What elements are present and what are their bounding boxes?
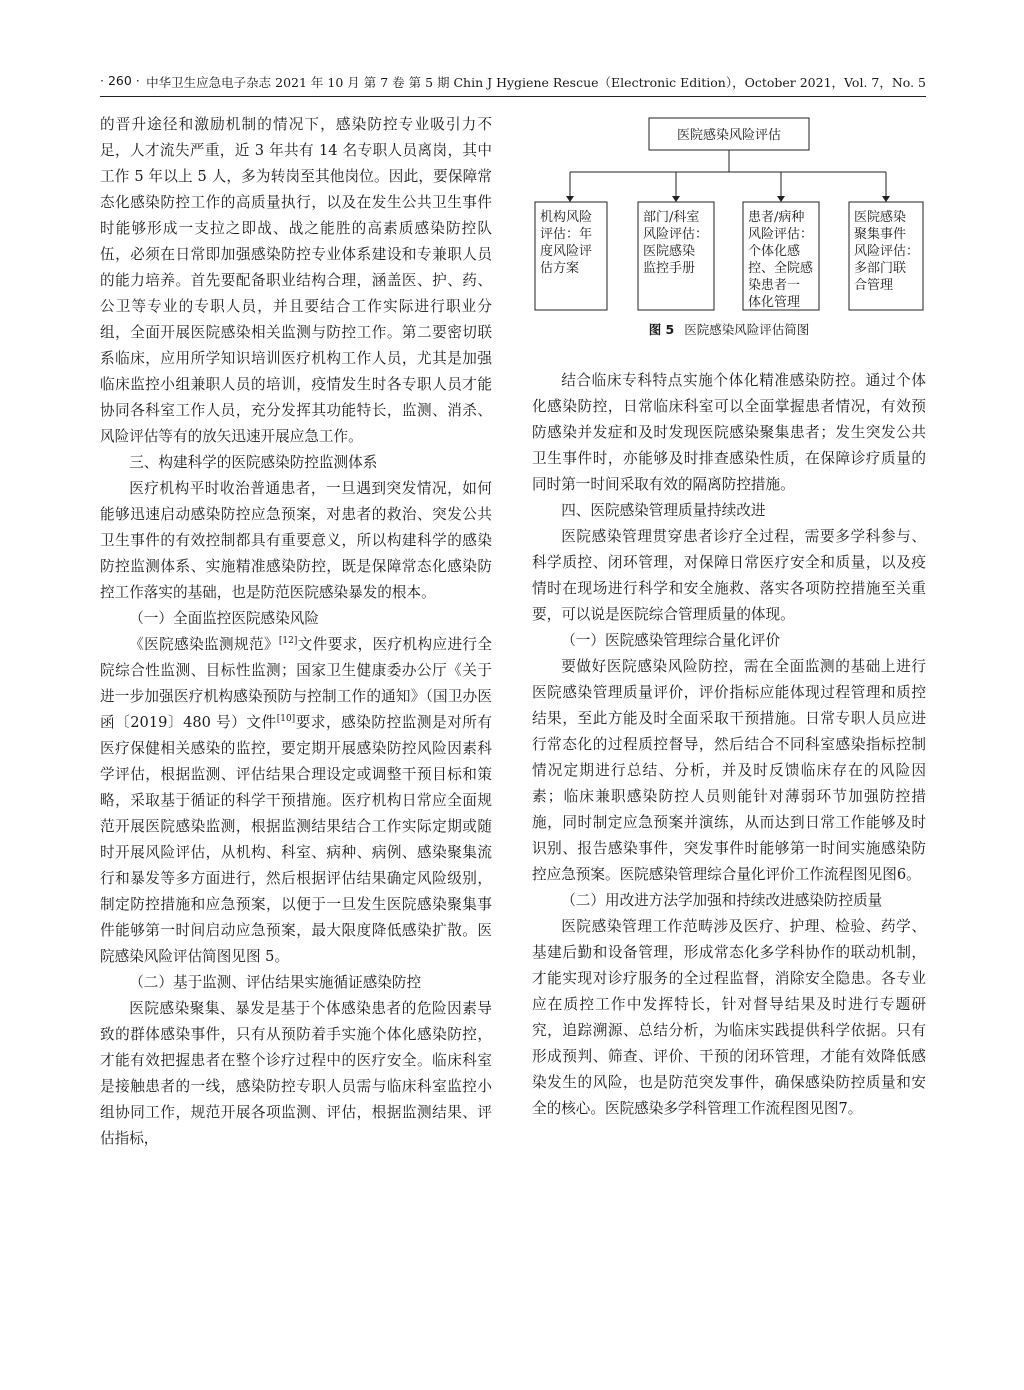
citation: [10] xyxy=(276,714,296,725)
flow-box-1-line: 评估：年 xyxy=(540,227,593,242)
figure-caption xyxy=(532,320,926,338)
flow-box-4-line: 风险评估： xyxy=(854,244,920,259)
caption-label: 图 5 xyxy=(648,322,675,337)
paragraph: 要做好医院感染风险防控，需在全面监测的基础上进行医院感染管理质量评价，评价指标应能体现过程管理和质控结果，至此方能及时全面采取干预措施。日常专职人员应进行常态化的过程质控督导，然后结合不同科室感染指标控制情况定期进行总结、分析，并及时反馈临床存在的风险因素；临床兼职感染防控人员则能针对薄弱环节加强防控措施，同时制定应急预案并演练，从而达到日常工作能够及时识别、报告感染事件，突发事件时能够第一时间实施感染防控应急预案。医院感染管理综合量化评价工作流程图见图6。 xyxy=(532,658,926,883)
journal-info: 中华卫生应急电子杂志 2021 年 10 月 第 7 卷 第 5 期 Chin J Hygiene Rescue（Electronic Edition），October 2021，Vol. 7，No. 5 xyxy=(146,75,926,90)
section-heading: 四、医院感染管理质量持续改进 xyxy=(561,502,766,519)
flow-box-3-line: 体化管理 xyxy=(748,295,801,310)
paragraph: 医院感染聚集、暴发是基于个体感染患者的危险因素导致的群体感染事件，只有从预防着手实施个体化感染防控，才能有效把握患者在整个诊疗过程中的医疗安全。临床科室是接触患者的一线，感染防控专职人员需与临床科室监控小组协同工作，规范开展各项监测、评估，根据监测结果、评估指标， xyxy=(100,1000,492,1147)
paragraph: 医疗机构平时收治普通患者，一旦遇到突发情况，如何能够迅速启动感染防控应急预案，对患者的救治、突发公共卫生事件的有效控制都具有重要意义，所以构建科学的感染防控监测体系、实施精准感染防控，既是保障常态化感染防控工作落实的基础，也是防范医院感染暴发的根本。 xyxy=(100,480,492,601)
flow-box-4-line: 聚集事件 xyxy=(854,227,907,242)
page-number: · 260 · xyxy=(100,73,140,88)
paragraph: 医院感染管理工作范畴涉及医疗、护理、检验、药学、基建后勤和设备管理，形成常态化多学科协作的联动机制，才能实现对诊疗服务的全过程监督，消除安全隐患。各专业应在质控工作中发挥特长，针对督导结果及时进行专题研究，追踪溯源、总结分析，为临床实践提供科学依据。只有形成预判、筛查、评价、干预的闭环管理，才能有效降低感染发生的风险，也是防范突发事件，确保感染防控质量和安全的核心。医院感染多学科管理工作流程图见图7。 xyxy=(532,918,926,1117)
right-column xyxy=(532,368,926,1122)
flow-box-2-line: 监控手册 xyxy=(643,261,696,276)
paragraph xyxy=(100,632,492,970)
left-column xyxy=(100,112,492,1152)
caption-text: 医院感染风险评估简图 xyxy=(684,322,810,337)
flow-box-1-line: 估方案 xyxy=(540,261,580,276)
flow-box-3-line: 染患者一 xyxy=(748,278,801,293)
flow-box-4-line: 多部门联 xyxy=(854,261,907,276)
figure-5 xyxy=(532,110,926,360)
flow-box-1-line: 度风险评 xyxy=(540,244,593,259)
flow-box-1-line: 机构风险 xyxy=(540,210,593,225)
flow-box-3-line: 控、全院感 xyxy=(748,261,814,276)
flow-box-2-line: 医院感染 xyxy=(643,244,696,259)
paragraph: 医院感染管理贯穿患者诊疗全过程，需要多学科参与、科学质控、闭环管理，对保障日常医疗安全和质量，以及疫情时在现场进行科学和安全施救、落实各项防控措施至关重要，可以说是医院综合管理质量的体现。 xyxy=(532,528,926,623)
flow-box-3-line: 患者/病种 xyxy=(748,210,805,225)
flow-box-3-line: 风险评估： xyxy=(748,227,814,242)
citation: [12] xyxy=(278,636,298,647)
top-box-label: 医院感染风险评估 xyxy=(676,128,782,143)
subsection-heading: （二）用改进方法学加强和持续改进感染防控质量 xyxy=(561,892,883,909)
subsection-heading: （一）医院感染管理综合量化评价 xyxy=(561,632,781,649)
paragraph: 结合临床专科特点实施个体化精准感染防控。通过个体化感染防控，日常临床科室可以全面掌握患者情况，有效预防感染并发症和及时发现医院感染聚集患者；发生突发公共卫生事件时，亦能够及时排查感染性质，在保障诊疗质量的同时第一时间采取有效的隔离防控措施。 xyxy=(532,372,926,493)
text-span: 文件要求，医疗机构应进行全院综合性监测、目标性监测；国家卫生健康委办公厅《关于进一步加强医疗机构感染预防与控制工作的通知》（国卫办医函〔2019〕480 号）文件 xyxy=(100,636,492,731)
section-heading: 三、构建科学的医院感染防控监测体系 xyxy=(129,454,378,471)
running-header xyxy=(100,70,926,97)
flow-box-2-line: 部门/科室 xyxy=(643,210,700,225)
flow-box-4-line: 医院感染 xyxy=(854,210,907,225)
flow-box-3-line: 个体化感 xyxy=(748,244,801,259)
text-span: 要求，感染防控监测是对所有医疗保健相关感染的监控，要定期开展感染防控风险因素科学评估，根据监测、评估结果合理设定或调整干预目标和策略，采取基于循证的科学干预措施。医疗机构日常应全面规范开展医院感染监测，根据监测结果结合工作实际定期或随时开展风险评估，从机构、科室、病种、病例、感染聚集流行和暴发等多方面进行，然后根据评估结果确定风险级别，制定防控措施和应急预案，以便于一旦发生医院感染聚集事件能够第一时间启动应急预案，最大限度降低感染扩散。医院感染风险评估简图见图 5。 xyxy=(100,714,492,965)
subsection-heading: （一）全面监控医院感染风险 xyxy=(129,610,319,627)
subsection-heading: （二）基于监测、评估结果实施循证感染防控 xyxy=(129,974,422,991)
flow-box-4-line: 合管理 xyxy=(854,278,894,293)
paragraph: 的晋升途径和激励机制的情况下，感染防控专业吸引力不足，人才流失严重，近 3 年共有 14 名专职人员离岗，其中工作 5 年以上 5 人，多为转岗至其他岗位。因此，要保障常态化感染防控工作的高质量执行，以及在发生公共卫生事件时能够形成一支拉之即战、战之能胜的高素质感染防控队伍，必须在日常即加强感染防控专业体系建设和专兼职人员的能力培养。首先要配备职业结构合理，涵盖医、护、药、公卫等专业的专职人员，并且要结合工作实际进行职业分组，全面开展医院感染相关监测与防控工作。第二要密切联系临床，应用所学知识培训医疗机构工作人员，尤其是加强临床监控小组兼职人员的培训，疫情发生时各专职人员才能协同各科室工作人员，充分发挥其功能特长，监测、消杀、风险评估等有的放矢迅速开展应急工作。 xyxy=(100,116,492,445)
flow-box-2-line: 风险评估： xyxy=(643,227,709,242)
flowchart-diagram xyxy=(532,110,926,315)
text-span: 《医院感染监测规范》 xyxy=(129,636,279,653)
